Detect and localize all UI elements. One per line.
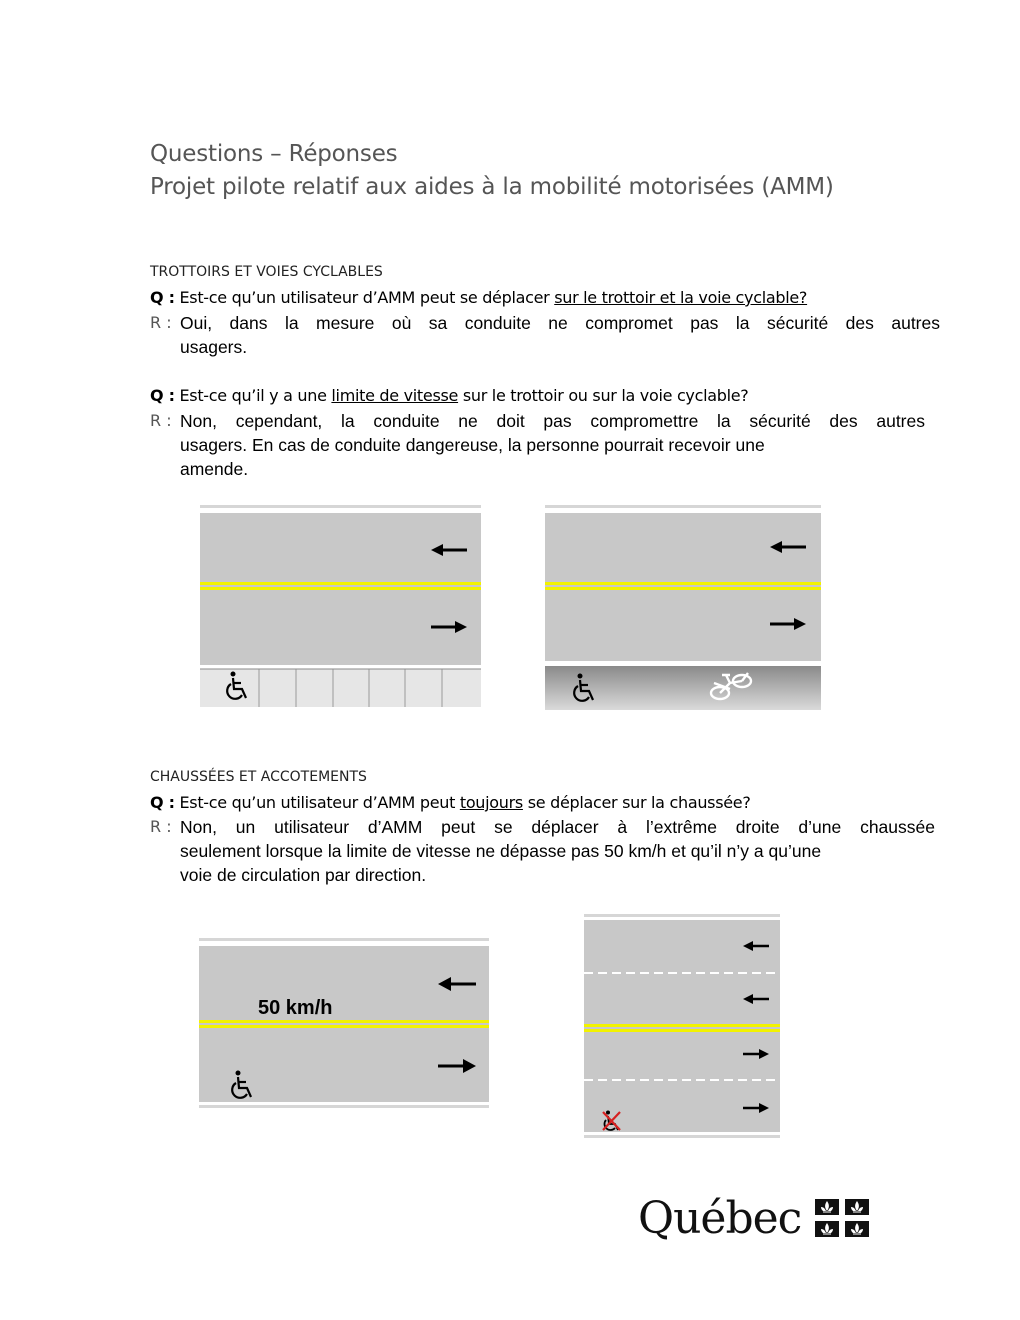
question-underlined: toujours	[459, 793, 523, 812]
answer-1	[150, 311, 940, 359]
question-text-end: sur le trottoir ou sur la voie cyclable?	[458, 386, 749, 405]
question-1	[150, 288, 807, 307]
figure-multilane-road	[583, 914, 781, 1140]
answer-line: amende.	[180, 459, 249, 479]
page-title-line1: Questions – Réponses	[150, 141, 398, 167]
question-text: Est-ce qu’il y a une	[179, 386, 332, 405]
figure-road-sidewalk	[199, 505, 483, 709]
answer-line: seulement lorsque la limite de vitesse ne dépasse pas 50 km/h et qu’il n’y a qu’une	[180, 841, 822, 861]
question-label: Q :	[150, 793, 175, 812]
question-text: Est-ce qu’un utilisateur d’AMM peut se déplacer	[179, 288, 555, 307]
answer-line: voie de circulation par direction.	[180, 865, 427, 885]
question-3	[150, 793, 751, 812]
bike-lane	[545, 666, 821, 710]
question-text-end: se déplacer sur la chaussée?	[522, 793, 751, 812]
answer-label: R :	[150, 313, 172, 332]
question-label: Q :	[150, 288, 175, 307]
answer-line: usagers. En cas de conduite dangereuse, la personne pourrait recevoir une	[180, 435, 765, 455]
answer-label: R :	[150, 817, 172, 836]
answer-line: Oui, dans la mesure où sa conduite ne compromet pas la sécurité des autres	[180, 313, 940, 333]
quebec-flag-icon	[815, 1199, 869, 1237]
question-label: Q :	[150, 386, 175, 405]
answer-3	[150, 815, 935, 887]
section-heading-sidewalks: TROTTOIRS ET VOIES CYCLABLES	[150, 264, 383, 280]
answer-label: R :	[150, 411, 172, 430]
answer-2	[150, 409, 925, 481]
speed-limit-label: 50 km/h	[258, 997, 333, 1019]
answer-line: Non, un utilisateur d’AMM peut se déplacer à l’extrême droite d’une chaussée	[180, 817, 935, 837]
question-text: Est-ce qu’un utilisateur d’AMM peut	[179, 793, 460, 812]
answer-line: usagers.	[180, 337, 248, 357]
section-heading-roadways: CHAUSSÉES ET ACCOTEMENTS	[150, 769, 367, 785]
question-underlined: limite de vitesse	[331, 386, 459, 405]
figure-road-50kmh	[198, 938, 490, 1112]
answer-line: Non, cependant, la conduite ne doit pas compromettre la sécurité des autres	[180, 411, 925, 431]
question-2	[150, 386, 749, 405]
figure-road-bike-lane	[544, 505, 822, 711]
quebec-logo-text: Québec	[638, 1193, 802, 1244]
question-underlined: sur le trottoir et la voie cyclable?	[554, 288, 808, 307]
page-title-line2: Projet pilote relatif aux aides à la mobilité motorisées (AMM)	[150, 174, 834, 200]
